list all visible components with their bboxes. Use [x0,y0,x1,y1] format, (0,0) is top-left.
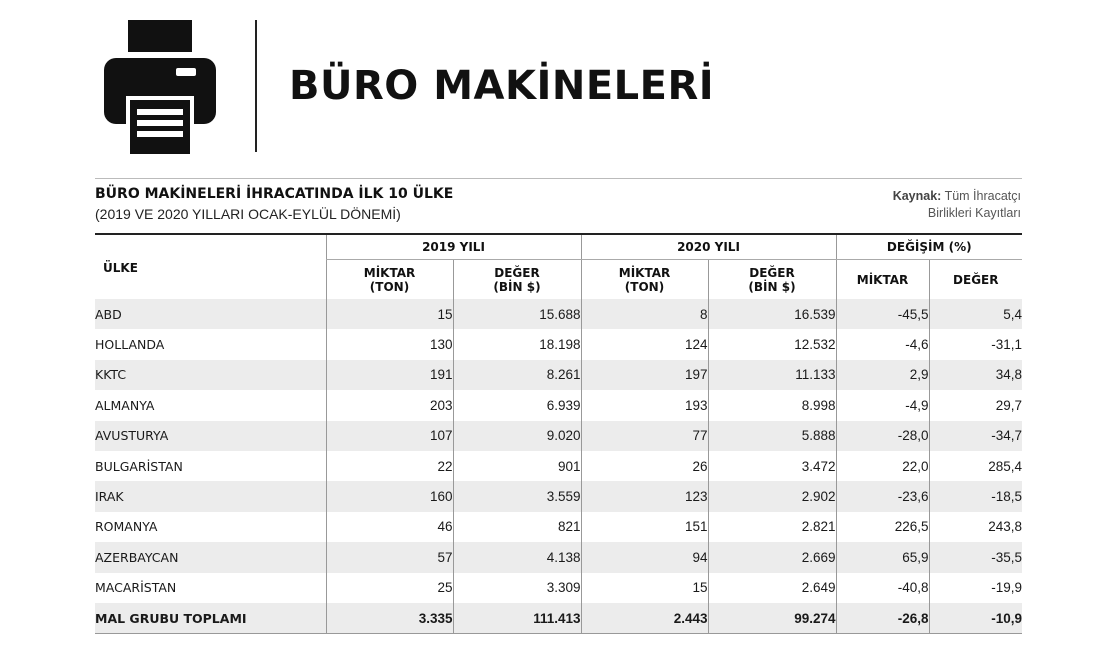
table-row [95,542,1022,572]
cell-value-2019: 18.198 [453,329,581,359]
cell-qty-2020: 94 [581,542,708,572]
cell-qty-2019: 3.335 [326,603,453,634]
cell-qty-2020: 15 [581,573,708,603]
header-change-qty: MİKTAR [836,260,929,300]
cell-qty-2019: 107 [326,421,453,451]
cell-qty-2020: 123 [581,481,708,511]
cell-change-qty: -40,8 [836,573,929,603]
page-title: BÜRO MAKİNELERİ [289,63,715,109]
cell-qty-2020: 2.443 [581,603,708,634]
cell-qty-2019: 57 [326,542,453,572]
table-row [95,360,1022,390]
header-value-2019: DEĞER (BİN $) [453,260,581,300]
table-row [95,481,1022,511]
cell-qty-2020: 197 [581,360,708,390]
cell-country: HOLLANDA [95,337,165,353]
cell-value-2020: 99.274 [708,603,836,634]
cell-value-2020: 2.669 [708,542,836,572]
header-qty-2019: MİKTAR (TON) [326,260,453,300]
cell-change-qty: -23,6 [836,481,929,511]
source-line1: Tüm İhracatçı [944,189,1021,203]
cell-change-value: -18,5 [929,481,1022,511]
cell-change-value: -31,1 [929,329,1022,359]
header-2020: 2020 YILI [581,235,836,260]
cell-country: AVUSTURYA [95,421,326,451]
export-table [95,235,1022,634]
cell-country: KKTC [95,360,326,390]
cell-change-qty: 65,9 [836,542,929,572]
cell-change-value: 34,8 [929,360,1022,390]
header-country: ÜLKE [103,261,138,275]
cell-value-2019: 15.688 [453,299,581,329]
table-row [95,421,1022,451]
table-title: BÜRO MAKİNELERİ İHRACATINDA İLK 10 ÜLKE [95,186,454,202]
cell-value-2019: 9.020 [453,421,581,451]
section-divider [95,178,1022,179]
header-change-value: DEĞER [929,260,1022,300]
cell-qty-2020: 151 [581,512,708,542]
cell-qty-2019: 130 [326,329,453,359]
cell-qty-2019: 22 [326,451,453,481]
cell-value-2020: 3.472 [708,451,836,481]
header-value-2020: DEĞER (BİN $) [708,260,836,300]
cell-qty-2020: 193 [581,390,708,420]
source-note [893,188,1021,222]
cell-qty-2019: 160 [326,481,453,511]
cell-value-2019: 901 [453,451,581,481]
cell-value-2019: 4.138 [453,542,581,572]
cell-value-2020: 11.133 [708,360,836,390]
cell-change-qty: -4,6 [836,329,929,359]
cell-qty-2019: 25 [326,573,453,603]
cell-change-value: -35,5 [929,542,1022,572]
cell-value-2020: 5.888 [708,421,836,451]
total-row [95,603,1022,634]
table-row [95,451,1022,481]
cell-country: ABD [95,299,326,329]
cell-country: BULGARİSTAN [95,458,183,474]
cell-value-2020: 8.998 [708,390,836,420]
cell-country: AZERBAYCAN [95,542,326,572]
table-row [95,329,1022,359]
cell-change-value: 285,4 [929,451,1022,481]
cell-change-value: -19,9 [929,573,1022,603]
table-row [95,390,1022,420]
cell-value-2019: 8.261 [453,360,581,390]
header-2019: 2019 YILI [326,235,581,260]
table-row [95,573,1022,603]
table-row [95,299,1022,329]
cell-value-2020: 2.902 [708,481,836,511]
cell-country: ROMANYA [95,519,158,535]
cell-value-2020: 2.649 [708,573,836,603]
cell-change-qty: -28,0 [836,421,929,451]
cell-value-2019: 111.413 [453,603,581,634]
cell-country: ALMANYA [95,397,155,413]
cell-change-qty: -4,9 [836,390,929,420]
cell-qty-2020: 26 [581,451,708,481]
table-row [95,512,1022,542]
cell-qty-2020: 8 [581,299,708,329]
cell-value-2019: 821 [453,512,581,542]
cell-country: IRAK [95,481,326,511]
cell-change-qty: -45,5 [836,299,929,329]
cell-value-2020: 12.532 [708,329,836,359]
cell-qty-2019: 191 [326,360,453,390]
table-subtitle: (2019 VE 2020 YILLARI OCAK-EYLÜL DÖNEMİ) [95,206,401,222]
cell-change-qty: 22,0 [836,451,929,481]
source-label: Kaynak: [892,189,942,203]
header-qty-2020: MİKTAR (TON) [581,260,708,300]
cell-country: MACARİSTAN [95,580,177,596]
cell-change-qty: 226,5 [836,512,929,542]
cell-change-value: -10,9 [929,603,1022,634]
cell-change-qty: 2,9 [836,360,929,390]
cell-qty-2019: 15 [326,299,453,329]
cell-qty-2019: 46 [326,512,453,542]
printer-icon [104,20,216,154]
cell-qty-2020: 124 [581,329,708,359]
cell-qty-2019: 203 [326,390,453,420]
cell-value-2020: 2.821 [708,512,836,542]
cell-change-value: 243,8 [929,512,1022,542]
cell-country: MAL GRUBU TOPLAMI [95,603,326,634]
source-line2: Birlikleri Kayıtları [927,206,1021,220]
cell-value-2020: 16.539 [708,299,836,329]
header-change: DEĞİŞİM (%) [836,235,1022,260]
cell-value-2019: 6.939 [453,390,581,420]
cell-change-value: 5,4 [929,299,1022,329]
cell-value-2019: 3.309 [453,573,581,603]
cell-change-value: -34,7 [929,421,1022,451]
cell-change-qty: -26,8 [836,603,929,634]
cell-value-2019: 3.559 [453,481,581,511]
cell-qty-2020: 77 [581,421,708,451]
cell-change-value: 29,7 [929,390,1022,420]
header-divider [255,20,257,152]
